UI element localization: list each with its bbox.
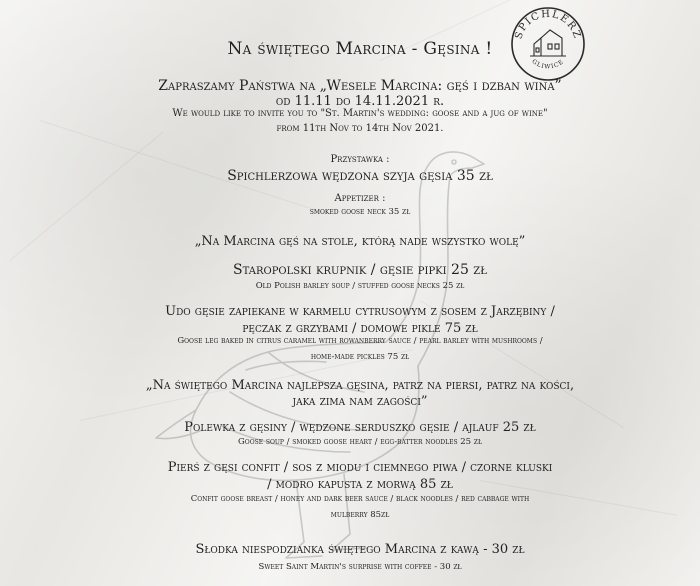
appetizer-heading-pl: Przystawka :: [330, 154, 390, 165]
intro-pl-line-1: Zapraszamy Państwa na „Wesele Marcina: gęś i dzban wina”: [158, 78, 562, 94]
svg-text:GLIWICE: [530, 58, 565, 70]
quote-2-line-2: jaka zima nam zagości”: [292, 394, 428, 409]
dish-1-en: Old Polish barley soup / stuffed goose necks 25 zł: [255, 281, 465, 291]
dish-4-en-line-2: mulberry 85zł: [330, 510, 390, 520]
dish-2-en-line-2: home-made pickles 75 zł: [310, 352, 410, 362]
appetizer-heading-en: Appetizer :: [334, 193, 386, 204]
dish-3-en: Goose soup / smoked goose heart / egg-batter noodles 25 zł: [238, 437, 482, 447]
intro-pl-dates: od 11.11 do 14.11.2021 r.: [275, 94, 445, 109]
dish-4-en-line-1: Confit goose breast / honey and dark beer sauce / black noodles / red cabbage with: [190, 494, 530, 504]
appetizer-item-pl: Spichlerzowa wędzona szyja gęsia 35 zł: [227, 168, 493, 184]
dessert-pl: Słodka niespodzianka świętego Marcina z kawą - 30 zł: [195, 542, 525, 557]
intro-en-line-1: We would like to invite you to "St. Martin's wedding: goose and a jug of wine": [172, 108, 548, 119]
dish-2-pl-line-2: pęczak z grzybami / domowe pikle 75 zł: [242, 321, 478, 336]
dish-2-en-line-1: Goose leg baked in citrus caramel with rowanberry sauce / pearl barley with mushrooms /: [177, 336, 543, 346]
dish-4-pl-line-1: Pierś z gęsi confit / sos z miodu i ciemnego piwa / czorne kluski: [167, 460, 553, 475]
appetizer-item-en: smoked goose neck 35 zł: [309, 207, 411, 217]
logo-city: GLIWICE: [530, 58, 566, 71]
intro-en-dates: from 11th Nov to 14th Nov 2021.: [276, 123, 444, 134]
quote-2-line-1: „Na świętego Marcina najlepsza gęsina, patrz na piersi, patrz na kości,: [145, 378, 575, 393]
dish-1-pl: Staropolski krupnik / gęsie pipki 25 zł: [233, 262, 487, 278]
dessert-en: Sweet Saint Martin's surprise with coffee - 30 zł: [258, 562, 462, 572]
svg-text:SPICHLERZ: [513, 9, 582, 41]
dish-3-pl: Polewka z gęsiny / wędzone serduszko gęsie / ajlauf 25 zł: [184, 420, 536, 435]
menu-title: Na świętego Marcina - Gęsina !: [227, 39, 493, 59]
logo-name: SPICHLERZ: [513, 8, 583, 41]
dish-4-pl-line-2: / modro kapusta z morwą 85 zł: [267, 477, 453, 492]
quote-1: „Na Marcina gęś na stole, którą nade wszystko wolę”: [194, 234, 526, 249]
dish-2-pl-line-1: Udo gęsie zapiekane w karmelu cytrusowym z sosem z Jarzębiny /: [165, 304, 555, 319]
